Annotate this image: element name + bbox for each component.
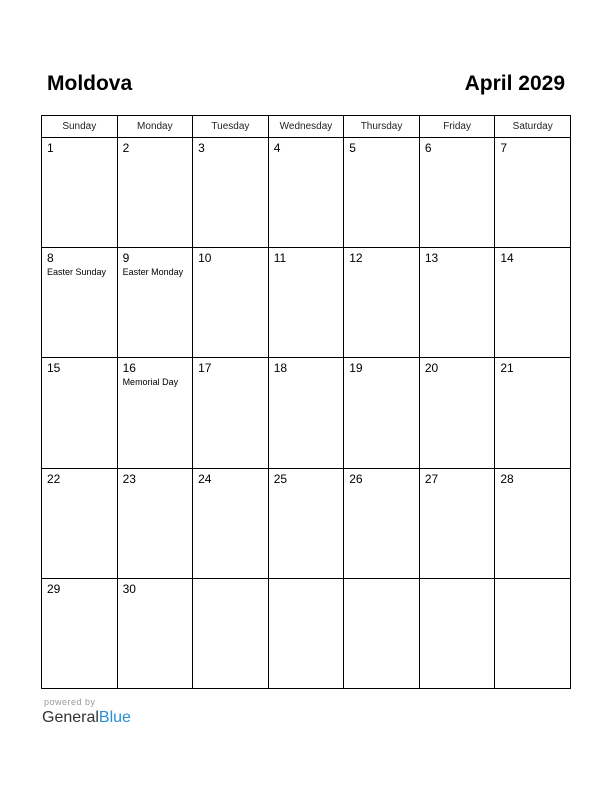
day-cell — [117, 358, 193, 468]
day-cell — [193, 358, 269, 468]
day-number: 17 — [198, 361, 212, 376]
day-number: 2 — [122, 141, 130, 155]
weekday-wednesday: Wednesday — [268, 116, 344, 138]
logo-text-blue: Blue — [98, 709, 131, 726]
day-cell — [117, 248, 193, 358]
footer-branding — [42, 697, 131, 728]
day-cell — [268, 138, 344, 248]
day-number: 8 — [47, 251, 54, 266]
holiday-label: Easter Monday — [122, 267, 184, 278]
day-number: 12 — [349, 251, 363, 266]
day-cell — [419, 358, 495, 468]
day-cell — [419, 468, 495, 578]
day-number: 3 — [198, 141, 205, 155]
day-cell — [268, 468, 344, 578]
holiday-label: Memorial Day — [122, 377, 179, 388]
day-number: 6 — [424, 141, 432, 155]
day-number: 27 — [424, 471, 439, 486]
week-row-1 — [42, 138, 571, 248]
day-cell — [419, 138, 495, 248]
day-cell — [344, 248, 420, 358]
day-number: 19 — [349, 361, 363, 376]
day-cell — [117, 468, 193, 578]
day-number: 22 — [47, 471, 61, 486]
day-number: 23 — [122, 471, 136, 486]
day-number: 20 — [424, 361, 439, 376]
month-title: April 2029 — [464, 72, 565, 95]
day-cell — [495, 138, 571, 248]
day-cell-empty — [268, 578, 344, 688]
weekday-thursday: Thursday — [344, 116, 420, 138]
day-number: 26 — [349, 471, 363, 486]
weekday-friday: Friday — [419, 116, 495, 138]
weekday-sunday: Sunday — [42, 116, 118, 138]
day-cell — [495, 358, 571, 468]
day-cell — [344, 468, 420, 578]
day-number: 24 — [198, 471, 212, 486]
week-row-3 — [42, 358, 571, 468]
weekday-header-row — [42, 116, 571, 138]
logo-text-general: General — [42, 709, 99, 726]
day-number: 21 — [500, 361, 514, 376]
day-cell — [193, 248, 269, 358]
day-cell — [268, 248, 344, 358]
day-cell — [419, 248, 495, 358]
day-cell-empty — [344, 578, 420, 688]
day-number: 18 — [273, 361, 288, 376]
day-cell — [193, 138, 269, 248]
day-number: 1 — [47, 141, 54, 155]
day-cell — [42, 138, 118, 248]
country-title: Moldova — [47, 72, 133, 95]
day-cell — [495, 468, 571, 578]
day-number: 7 — [500, 141, 508, 155]
day-number: 13 — [424, 251, 439, 266]
day-number: 5 — [349, 141, 356, 155]
day-cell — [193, 468, 269, 578]
day-number: 30 — [122, 581, 136, 596]
day-cell — [42, 248, 118, 358]
day-cell — [268, 358, 344, 468]
day-cell — [344, 358, 420, 468]
day-number: 25 — [273, 471, 288, 486]
weekday-monday: Monday — [117, 116, 193, 138]
weekday-tuesday: Tuesday — [193, 116, 269, 138]
day-cell — [344, 138, 420, 248]
day-cell — [117, 578, 193, 688]
day-number: 11 — [273, 251, 287, 266]
day-number: 4 — [273, 141, 281, 155]
day-cell — [495, 248, 571, 358]
day-cell — [42, 578, 118, 688]
day-number: 10 — [198, 251, 212, 266]
day-number: 28 — [500, 471, 514, 486]
day-number: 16 — [122, 361, 136, 376]
day-cell — [117, 138, 193, 248]
generalblue-logo — [42, 708, 131, 728]
powered-by-label: powered by — [44, 697, 96, 707]
holiday-label: Easter Sunday — [47, 267, 107, 278]
week-row-2 — [42, 248, 571, 358]
weekday-saturday: Saturday — [495, 116, 571, 138]
day-number: 14 — [500, 251, 514, 266]
day-number: 15 — [47, 361, 61, 376]
day-number: 29 — [47, 581, 61, 596]
day-cell — [42, 468, 118, 578]
week-row-4 — [42, 468, 571, 578]
day-number: 9 — [122, 251, 130, 266]
calendar-grid — [41, 115, 571, 689]
day-cell — [42, 358, 118, 468]
day-cell-empty — [193, 578, 269, 688]
day-cell-empty — [419, 578, 495, 688]
day-cell-empty — [495, 578, 571, 688]
week-row-5 — [42, 578, 571, 688]
